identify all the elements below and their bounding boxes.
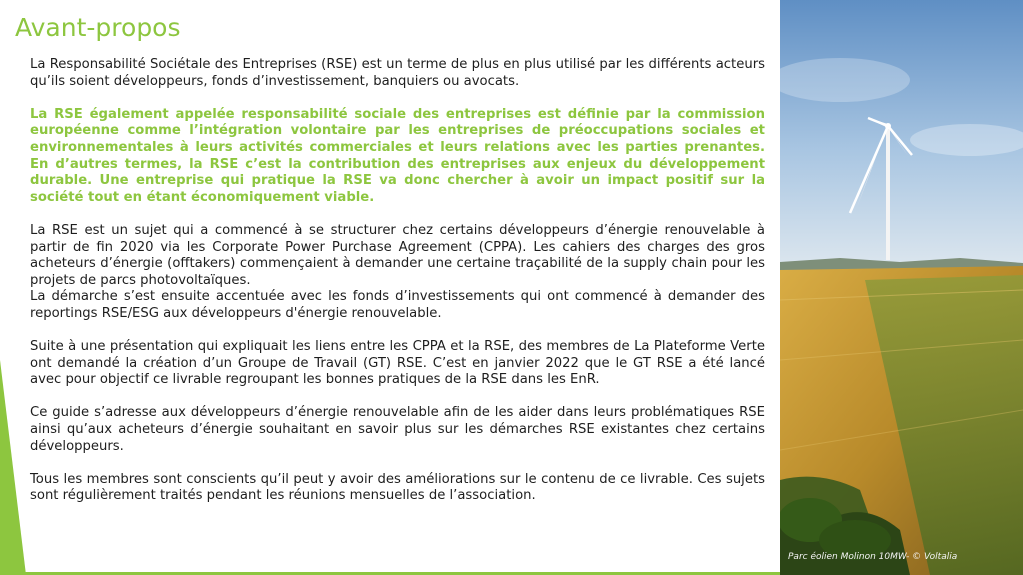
paragraph-definition: La RSE également appelée responsabilité sociale des entreprises est définie par la commission européenne comme l’intégration volontaire par les entreprises de préoccupations sociales et environnementales à leurs activités commerciales et leurs relations avec les parties prenantes. En d’autres termes, la RSE c’est la contribution des entreprises aux enjeux du développement durable. Une entreprise qui pratique la RSE va donc chercher à avoir un impact positif sur la société tout en étant économiquement viable. bbox=[30, 106, 765, 205]
photo-caption: Parc éolien Molinon 10MW- © Voltalia bbox=[788, 552, 958, 562]
paragraph-improvements: Tous les membres sont conscients qu’il peut y avoir des améliorations sur le contenu de ce livrable. Ces sujets sont régulièrement traités pendant les réunions mensuelles de l’association. bbox=[30, 471, 765, 504]
body-text bbox=[30, 57, 765, 522]
paragraph-intro: La Responsabilité Sociétale des Entreprises (RSE) est un terme de plus en plus utilisé par les différents acteurs qu’ils soient développeurs, fonds d’investissement, banquiers ou avocats. bbox=[30, 57, 765, 89]
paragraph-working-group: Suite à une présentation qui expliquait les liens entre les CPPA et la RSE, des membres de La Plateforme Verte ont demandé la création d’un Groupe de Travail (GT) RSE. C’est en janvier 2022 que le GT RSE a été lancé avec pour objectif ce livrable regroupant les bonnes pratiques de la RSE dans les EnR. bbox=[30, 339, 765, 388]
paragraph-audience: Ce guide s’adresse aux développeurs d’énergie renouvelable afin de les aider dans leurs problématiques RSE ainsi qu’aux acheteurs d’énergie souhaitant en savoir plus sur les démarches RSE existantes chez certains développeurs. bbox=[30, 405, 765, 454]
slide-title: Avant-propos bbox=[15, 13, 181, 42]
paragraph-investors: La démarche s’est ensuite accentuée avec les fonds d’investissements qui ont commencé à demander des reportings RSE/ESG aux développeurs d'énergie renouvelable. bbox=[30, 289, 765, 321]
wind-farm-photo bbox=[780, 0, 1023, 575]
wind-turbine-landscape-image bbox=[780, 0, 1023, 575]
accent-triangle bbox=[0, 360, 26, 575]
paragraph-history: La RSE est un sujet qui a commencé à se structurer chez certains développeurs d’énergie renouvelable à partir de fin 2020 via les Corporate Power Purchase Agreement (CPPA). Les cahiers des charges des gros acheteurs d’énergie (offtakers) commençaient à demander une certaine traçabilité de la supply chain pour les projets de parcs photovoltaïques. bbox=[30, 222, 765, 288]
